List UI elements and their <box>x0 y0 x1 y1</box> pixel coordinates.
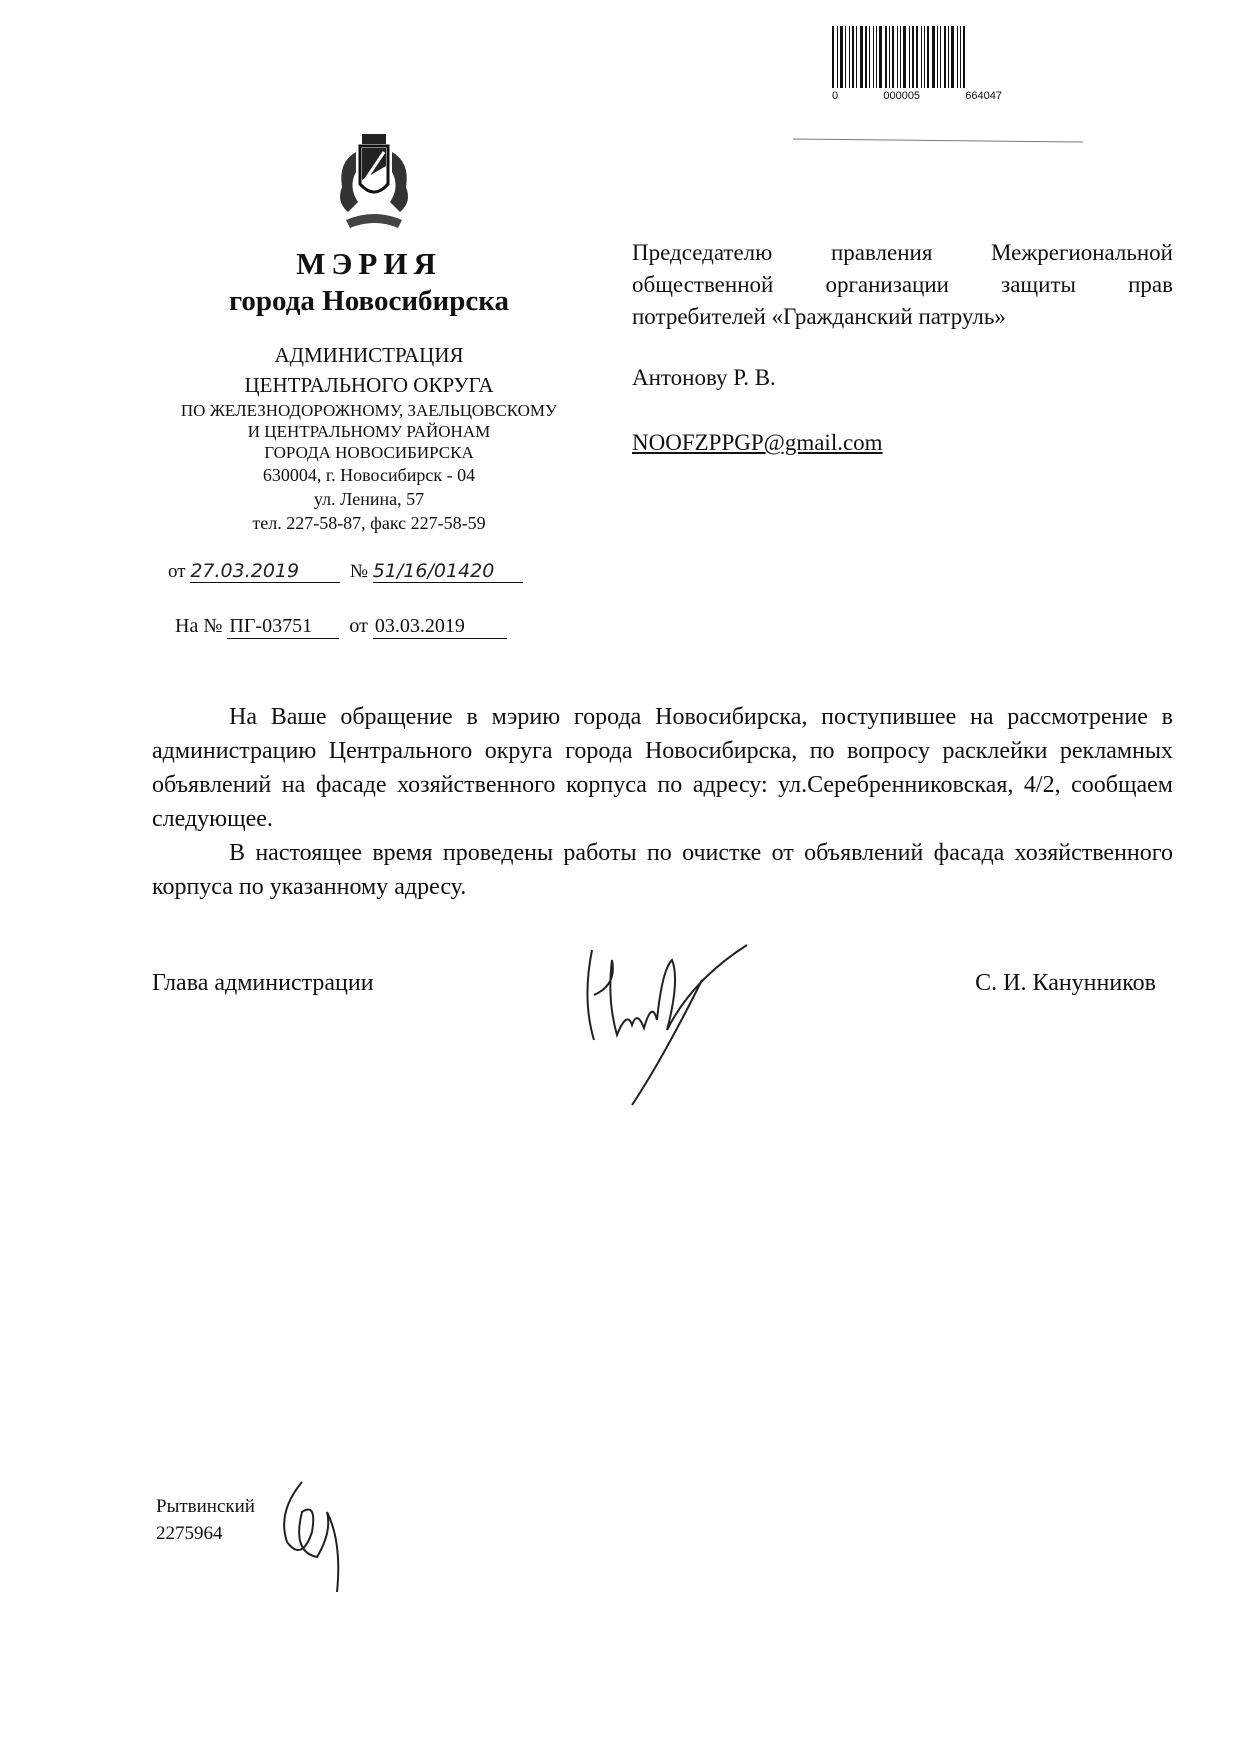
barcode-digit: 0 <box>832 90 839 102</box>
city-coat-of-arms-icon <box>326 132 422 238</box>
reference-line <box>175 615 507 639</box>
executor-phone: 2275964 <box>156 1523 223 1544</box>
barcode-bar <box>940 26 941 88</box>
org-city: города Новосибирска <box>228 285 510 317</box>
barcode-bar <box>860 26 863 88</box>
address-line: ул. Ленина, 57 <box>313 489 425 509</box>
barcode-bar <box>879 26 882 88</box>
barcode-bar <box>845 26 846 88</box>
barcode-bar <box>951 26 954 88</box>
ref-label: На № <box>175 615 223 637</box>
barcode-bar <box>873 26 874 88</box>
org-title: МЭРИЯ <box>296 246 442 281</box>
body-paragraph: В настоящее время проведены работы по очистке от объявлений фасада хозяйственного корпуса по указанному адресу. <box>152 840 1173 900</box>
executor-name: Рытвинский <box>156 1496 255 1517</box>
reg-number: 51/16/01420 <box>373 560 523 583</box>
barcode-bar <box>892 26 894 88</box>
barcode-bar <box>840 26 843 88</box>
barcode-bar <box>916 26 918 88</box>
barcode-bar <box>832 26 834 88</box>
barcode-bar <box>865 26 867 88</box>
signer-position: Глава администрации <box>152 970 374 996</box>
recipient-email: NOOFZPPGP@gmail.com <box>632 430 883 455</box>
reg-date: 27.03.2019 <box>190 560 340 583</box>
barcode <box>832 26 1008 106</box>
barcode-group1: 000005 <box>883 90 921 102</box>
barcode-bar <box>897 26 898 88</box>
barcode-bar <box>909 26 910 88</box>
barcode-bar <box>852 26 854 88</box>
divider <box>793 138 1083 142</box>
barcode-bar <box>921 26 922 88</box>
body-paragraph: На Ваше обращение в мэрию города Новосибирска, поступившее на рассмотрение в администрацию Центрального округа города Новосибирска, по вопросу расклейки рекламных объявлений на фасаде хозяйственного корпуса по адресу: ул.Серебренниковская, 4/2, сообщаем следующее. <box>152 704 1173 832</box>
barcode-bar <box>944 26 946 88</box>
recipient-position: Председателю правления Межрегиональной общественной организации защиты прав потребителей «Гражданский патруль» <box>632 240 1173 329</box>
ref-from-label: от <box>349 615 368 637</box>
barcode-bar <box>903 26 906 88</box>
admin-small-line: ГОРОДА НОВОСИБИРСКА <box>264 443 474 462</box>
initials-signature <box>272 1472 352 1602</box>
admin-small-line: И ЦЕНТРАЛЬНОМУ РАЙОНАМ <box>247 422 491 441</box>
address-line: 630004, г. Новосибирск - 04 <box>262 465 476 485</box>
registration-line <box>168 560 523 583</box>
letter-body <box>152 700 1173 904</box>
barcode-bar <box>963 26 965 88</box>
barcode-bar <box>927 26 929 88</box>
barcode-bar <box>876 26 877 88</box>
barcode-bar <box>932 26 935 88</box>
barcode-bar <box>837 26 838 88</box>
admin-small-line: ПО ЖЕЛЕЗНОДОРОЖНОМУ, ЗАЕЛЬЦОВСКОМУ <box>180 401 558 420</box>
barcode-bar <box>856 26 857 88</box>
barcode-bar <box>924 26 925 88</box>
admin-block <box>140 340 598 535</box>
ref-date: 03.03.2019 <box>373 615 507 639</box>
barcode-bar <box>885 26 887 88</box>
ref-number: ПГ-03751 <box>227 615 339 639</box>
reg-number-label: № <box>349 561 368 582</box>
admin-line: АДМИНИСТРАЦИЯ <box>274 343 464 367</box>
signature-image <box>572 940 772 1110</box>
barcode-bar <box>869 26 870 88</box>
signer-name: С. И. Канунников <box>975 970 1156 996</box>
barcode-bar <box>900 26 901 88</box>
barcode-bar <box>948 26 949 88</box>
barcode-bars <box>832 26 1008 88</box>
executor-note <box>156 1493 255 1547</box>
reg-from-label: от <box>168 561 186 582</box>
barcode-bar <box>849 26 850 88</box>
barcode-group2: 664047 <box>965 90 1002 102</box>
address-line: тел. 227-58-87, факс 227-58-59 <box>252 513 486 533</box>
barcode-bar <box>889 26 890 88</box>
recipient-name: Антонову Р. В. <box>632 365 776 390</box>
barcode-bar <box>957 26 958 88</box>
admin-line: ЦЕНТРАЛЬНОГО ОКРУГА <box>244 373 494 397</box>
barcode-bar <box>960 26 961 88</box>
barcode-bar <box>937 26 938 88</box>
barcode-bar <box>912 26 914 88</box>
